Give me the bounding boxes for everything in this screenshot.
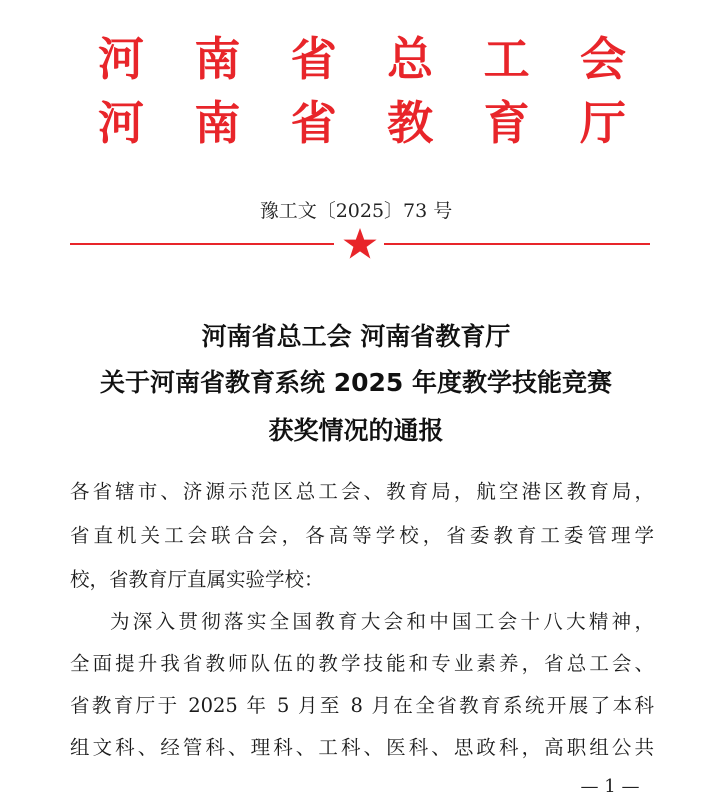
body-text-line: 校，省教育厅直属实验学校： xyxy=(70,568,324,591)
org2-char: 教 xyxy=(387,96,434,150)
org1-char: 总 xyxy=(387,32,434,86)
document-title-line-2: 关于河南省教育系统 2025 年度教学技能竞赛 xyxy=(100,368,612,397)
red-rule-left xyxy=(70,243,334,245)
org1-char: 工 xyxy=(483,32,530,86)
body-text-line: 各省辖市、济源示范区总工会、教育局，航空港区教育局， xyxy=(70,480,654,503)
body-text-line: 省教育厅于 2025 年 5 月至 8 月在全省教育系统开展了本科 xyxy=(70,694,654,717)
org2-char: 河 xyxy=(98,96,144,150)
document-title-line-1: 河南省总工会 河南省教育厅 xyxy=(201,322,511,351)
org1-char: 南 xyxy=(194,32,241,86)
body-text-line: 全面提升我省教师队伍的教学技能和专业素养，省总工会、 xyxy=(70,652,654,675)
issuing-org-1 xyxy=(96,32,628,86)
red-rule-right xyxy=(384,243,650,245)
document-number: 豫工文〔2025〕73 号 xyxy=(259,200,453,222)
org2-char: 南 xyxy=(194,96,241,150)
org2-char: 厅 xyxy=(579,96,626,150)
org1-char: 会 xyxy=(579,32,626,86)
org1-char: 河 xyxy=(98,32,144,86)
body-text-line: 组文科、经管科、理科、工科、医科、思政科，高职组公共 xyxy=(70,736,654,759)
document-title-line-3: 获奖情况的通报 xyxy=(268,416,444,445)
body-text-line: 省直机关工会联合会，各高等学校，省委教育工委管理学 xyxy=(70,524,654,547)
org1-char: 省 xyxy=(290,32,337,86)
page-number: — 1 — xyxy=(580,776,640,797)
issuing-org-2 xyxy=(96,96,628,150)
org2-char: 育 xyxy=(483,96,530,150)
red-star-icon xyxy=(342,226,378,262)
org2-char: 省 xyxy=(290,96,337,150)
body-text-line: 为深入贯彻落实全国教育大会和中国工会十八大精神， xyxy=(110,610,654,633)
